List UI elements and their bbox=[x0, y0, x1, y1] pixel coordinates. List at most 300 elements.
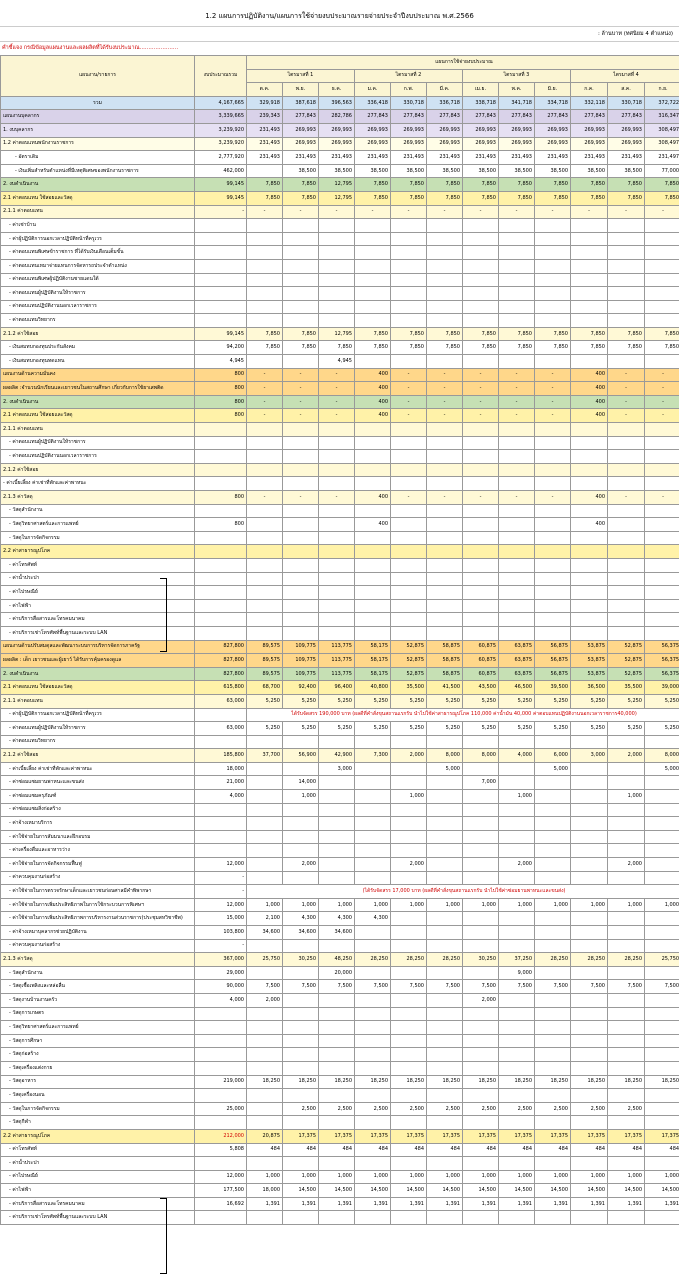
month-cell bbox=[391, 871, 427, 885]
month-cell bbox=[571, 830, 608, 844]
month-cell bbox=[427, 599, 463, 613]
budget-cell bbox=[195, 1157, 247, 1171]
month-cell bbox=[645, 504, 679, 518]
month-cell bbox=[499, 1211, 535, 1225]
month-cell: - bbox=[499, 491, 535, 505]
month-cell bbox=[499, 735, 535, 749]
month-cell: 1,000 bbox=[391, 898, 427, 912]
table-row bbox=[1, 409, 679, 423]
budget-cell bbox=[195, 708, 247, 722]
month-cell bbox=[499, 599, 535, 613]
month-cell: 12,795 bbox=[319, 178, 355, 192]
month-cell bbox=[535, 939, 571, 953]
month-cell bbox=[355, 436, 391, 450]
month-cell: 484 bbox=[283, 1143, 319, 1157]
month-cell bbox=[391, 463, 427, 477]
row-label: - ค่าไฟฟ้า bbox=[1, 1184, 195, 1198]
month-cell bbox=[571, 232, 608, 246]
month-cell: 330,718 bbox=[608, 96, 645, 110]
month-cell bbox=[645, 844, 679, 858]
budget-cell: 212,000 bbox=[195, 1129, 247, 1143]
table-row bbox=[1, 708, 679, 722]
month-cell: 7,500 bbox=[463, 980, 499, 994]
month-cell bbox=[355, 1116, 391, 1130]
month-cell: 7,500 bbox=[391, 980, 427, 994]
month-cell: 14,500 bbox=[283, 1184, 319, 1198]
month-cell: 2,000 bbox=[463, 993, 499, 1007]
month-cell bbox=[247, 790, 283, 804]
month-cell bbox=[247, 259, 283, 273]
month-cell: 400 bbox=[571, 382, 608, 396]
row-label: 2.1.2 ค่าใช้สอย bbox=[1, 463, 195, 477]
month-cell: 14,500 bbox=[608, 1184, 645, 1198]
month-cell bbox=[499, 1034, 535, 1048]
month-cell bbox=[463, 817, 499, 831]
month-cell: 18,250 bbox=[571, 1075, 608, 1089]
month-cell bbox=[247, 232, 283, 246]
month-cell: - bbox=[319, 491, 355, 505]
month-cell bbox=[319, 314, 355, 328]
month-cell: - bbox=[247, 368, 283, 382]
month-cell bbox=[319, 219, 355, 233]
month-cell: - bbox=[645, 409, 679, 423]
table-row bbox=[1, 151, 679, 165]
month-cell bbox=[463, 735, 499, 749]
month-cell bbox=[608, 259, 645, 273]
row-label: - ค่าไปรษณีย์ bbox=[1, 586, 195, 600]
month-cell: - bbox=[319, 382, 355, 396]
month-cell: 5,250 bbox=[391, 694, 427, 708]
month-cell: 5,250 bbox=[463, 694, 499, 708]
budget-cell: 3,339,665 bbox=[195, 110, 247, 124]
month-cell bbox=[319, 817, 355, 831]
month-cell: 400 bbox=[355, 382, 391, 396]
month-cell bbox=[535, 599, 571, 613]
budget-cell: 63,000 bbox=[195, 722, 247, 736]
month-cell bbox=[499, 518, 535, 532]
month-cell: 14,500 bbox=[391, 1184, 427, 1198]
month-cell bbox=[535, 803, 571, 817]
month-cell: - bbox=[645, 491, 679, 505]
row-label: - เงินสมทบกองทุนประกันสังคม bbox=[1, 341, 195, 355]
month-cell bbox=[499, 844, 535, 858]
budget-cell: 185,800 bbox=[195, 749, 247, 763]
month-cell: 1,000 bbox=[499, 790, 535, 804]
month-cell bbox=[391, 246, 427, 260]
table-row bbox=[1, 722, 679, 736]
month-cell: - bbox=[571, 205, 608, 219]
month-cell: 1,000 bbox=[463, 1170, 499, 1184]
month-cell bbox=[247, 830, 283, 844]
header-group: แผนการใช้จ่ายงบประมาณ bbox=[247, 56, 679, 70]
month-cell bbox=[535, 355, 571, 369]
table-row bbox=[1, 572, 679, 586]
budget-cell bbox=[195, 423, 247, 437]
month-cell: 113,775 bbox=[319, 667, 355, 681]
header-plan: แผนงาน/รายการ bbox=[1, 56, 195, 97]
month-cell: 2,500 bbox=[391, 1102, 427, 1116]
month-cell bbox=[608, 355, 645, 369]
month-cell: 28,250 bbox=[535, 953, 571, 967]
month-cell: 2,500 bbox=[463, 1102, 499, 1116]
month-cell: 56,875 bbox=[535, 654, 571, 668]
month-cell bbox=[499, 1061, 535, 1075]
month-cell bbox=[499, 545, 535, 559]
month-cell bbox=[247, 287, 283, 301]
month-cell bbox=[319, 1211, 355, 1225]
row-label: - ค่าบริการเช่าโทรศัพท์พื้นฐานและระบบ LAN bbox=[1, 626, 195, 640]
month-cell: - bbox=[391, 382, 427, 396]
month-cell bbox=[427, 1021, 463, 1035]
month-cell: - bbox=[427, 382, 463, 396]
month-cell: 372,722 bbox=[645, 96, 679, 110]
month-cell bbox=[645, 463, 679, 477]
month-cell bbox=[499, 939, 535, 953]
table-row bbox=[1, 491, 679, 505]
month-cell bbox=[283, 993, 319, 1007]
month-cell: 1,391 bbox=[499, 1197, 535, 1211]
table-row bbox=[1, 654, 679, 668]
month-cell bbox=[535, 586, 571, 600]
month-cell bbox=[463, 531, 499, 545]
month-cell: 231,493 bbox=[355, 151, 391, 165]
row-label: - ค่าตอบแทนวิทยากร bbox=[1, 735, 195, 749]
month-cell bbox=[463, 314, 499, 328]
month-cell bbox=[571, 735, 608, 749]
month-cell bbox=[571, 531, 608, 545]
table-row bbox=[1, 341, 679, 355]
month-cell bbox=[427, 776, 463, 790]
month-cell bbox=[645, 259, 679, 273]
row-label: 2.1.1 ค่าตอบแทน bbox=[1, 423, 195, 437]
table-row bbox=[1, 953, 679, 967]
month-cell: 277,843 bbox=[608, 110, 645, 124]
month-cell bbox=[645, 599, 679, 613]
month-cell bbox=[283, 626, 319, 640]
table-row bbox=[1, 164, 679, 178]
row-label: 2.1 ค่าตอบแทน ใช้สอยและวัสดุ bbox=[1, 191, 195, 205]
month-cell: - bbox=[608, 491, 645, 505]
table-row bbox=[1, 735, 679, 749]
month-cell bbox=[355, 273, 391, 287]
month-cell: 269,993 bbox=[499, 137, 535, 151]
month-cell: 53,875 bbox=[571, 667, 608, 681]
month-cell bbox=[391, 450, 427, 464]
month-cell bbox=[608, 817, 645, 831]
table-row bbox=[1, 1211, 679, 1225]
month-cell bbox=[463, 504, 499, 518]
month-cell bbox=[535, 219, 571, 233]
month-cell bbox=[283, 1048, 319, 1062]
month-cell: 231,493 bbox=[319, 151, 355, 165]
month-cell: 53,875 bbox=[571, 654, 608, 668]
month-cell: 400 bbox=[571, 409, 608, 423]
month-cell bbox=[571, 1061, 608, 1075]
month-cell bbox=[319, 939, 355, 953]
row-label: 2. งบดำเนินงาน bbox=[1, 395, 195, 409]
month-cell bbox=[645, 735, 679, 749]
month-cell bbox=[499, 926, 535, 940]
month-cell bbox=[319, 436, 355, 450]
month-cell bbox=[247, 164, 283, 178]
table-row bbox=[1, 1048, 679, 1062]
month-cell bbox=[571, 599, 608, 613]
month-cell bbox=[319, 572, 355, 586]
month-cell: - bbox=[535, 409, 571, 423]
month-cell bbox=[535, 871, 571, 885]
month-cell bbox=[391, 1116, 427, 1130]
month-cell bbox=[355, 926, 391, 940]
month-cell bbox=[355, 1021, 391, 1035]
month-cell: 25,750 bbox=[247, 953, 283, 967]
month-cell bbox=[571, 993, 608, 1007]
month-cell bbox=[355, 1089, 391, 1103]
month-cell bbox=[608, 844, 645, 858]
month-cell: 7,850 bbox=[608, 327, 645, 341]
table-row bbox=[1, 1184, 679, 1198]
month-cell: - bbox=[427, 395, 463, 409]
budget-cell: 4,000 bbox=[195, 790, 247, 804]
month-cell bbox=[391, 1007, 427, 1021]
month-cell bbox=[463, 1211, 499, 1225]
month-cell: 269,993 bbox=[355, 137, 391, 151]
month-cell: - bbox=[535, 205, 571, 219]
month-cell: - bbox=[283, 368, 319, 382]
month-cell: 56,375 bbox=[645, 640, 679, 654]
month-cell bbox=[463, 259, 499, 273]
month-cell: 484 bbox=[535, 1143, 571, 1157]
month-cell: 231,493 bbox=[247, 137, 283, 151]
month-cell bbox=[463, 300, 499, 314]
month-cell bbox=[645, 572, 679, 586]
month-cell: 5,250 bbox=[319, 694, 355, 708]
month-cell: 1,000 bbox=[427, 1170, 463, 1184]
month-cell: 38,500 bbox=[427, 164, 463, 178]
month-cell bbox=[355, 287, 391, 301]
month-cell bbox=[355, 572, 391, 586]
month-cell bbox=[247, 1089, 283, 1103]
month-cell bbox=[535, 1048, 571, 1062]
month-cell bbox=[355, 1061, 391, 1075]
month-cell bbox=[608, 219, 645, 233]
month-cell bbox=[391, 314, 427, 328]
month-cell: 1,000 bbox=[319, 1170, 355, 1184]
row-label: - เงินเพิ่มสำหรับตำแหน่งที่มีเหตุพิเศษของพนักงานราชการ bbox=[1, 164, 195, 178]
month-cell: 36,500 bbox=[571, 681, 608, 695]
month-cell bbox=[427, 287, 463, 301]
month-cell: 38,500 bbox=[355, 164, 391, 178]
month-cell bbox=[283, 830, 319, 844]
row-label: 2.1.1 ค่าตอบแทน bbox=[1, 694, 195, 708]
month-cell bbox=[535, 626, 571, 640]
month-cell bbox=[535, 1021, 571, 1035]
month-cell: 484 bbox=[645, 1143, 679, 1157]
month-cell bbox=[499, 803, 535, 817]
month-cell: 30,250 bbox=[463, 953, 499, 967]
month-cell bbox=[247, 504, 283, 518]
month-cell: 7,850 bbox=[283, 191, 319, 205]
month-cell: 231,493 bbox=[247, 151, 283, 165]
month-cell bbox=[391, 423, 427, 437]
month-cell bbox=[427, 463, 463, 477]
month-cell: 63,875 bbox=[499, 654, 535, 668]
month-cell bbox=[427, 1061, 463, 1075]
month-cell bbox=[247, 273, 283, 287]
month-cell bbox=[355, 776, 391, 790]
table-row bbox=[1, 531, 679, 545]
month-cell bbox=[391, 273, 427, 287]
month-cell: 400 bbox=[571, 491, 608, 505]
month-cell: 52,875 bbox=[391, 667, 427, 681]
table-row bbox=[1, 681, 679, 695]
month-cell: 7,850 bbox=[499, 178, 535, 192]
month-cell: 7,850 bbox=[463, 191, 499, 205]
month-cell bbox=[355, 1034, 391, 1048]
month-cell: 18,250 bbox=[391, 1075, 427, 1089]
month-cell bbox=[645, 273, 679, 287]
month-cell bbox=[283, 463, 319, 477]
month-cell: - bbox=[247, 205, 283, 219]
month-cell bbox=[319, 586, 355, 600]
month-cell: 3,000 bbox=[571, 749, 608, 763]
month-cell: 17,375 bbox=[571, 1129, 608, 1143]
month-cell: 1,000 bbox=[571, 1170, 608, 1184]
month-cell: 316,347 bbox=[645, 110, 679, 124]
month-cell: 6,000 bbox=[535, 749, 571, 763]
budget-cell: 21,000 bbox=[195, 776, 247, 790]
month-cell: 7,850 bbox=[499, 327, 535, 341]
month-cell: 89,575 bbox=[247, 667, 283, 681]
row-label: - ค่าน้ำประปา bbox=[1, 1157, 195, 1171]
month-cell bbox=[427, 926, 463, 940]
budget-cell: 63,000 bbox=[195, 694, 247, 708]
month-cell bbox=[247, 586, 283, 600]
table-row bbox=[1, 980, 679, 994]
month-cell bbox=[391, 1211, 427, 1225]
month-cell: 5,000 bbox=[427, 762, 463, 776]
row-label: - ค่าใช้จ่ายในการเพิ่มประสิทธิภาพในการใช้กระบวนการพิเศษฯ bbox=[1, 898, 195, 912]
month-cell: 7,850 bbox=[283, 178, 319, 192]
month-cell: 52,875 bbox=[608, 640, 645, 654]
month-cell bbox=[571, 219, 608, 233]
table-body bbox=[1, 96, 679, 1224]
month-cell: 5,000 bbox=[645, 762, 679, 776]
month-cell bbox=[535, 1089, 571, 1103]
table-row bbox=[1, 518, 679, 532]
row-label: - วัสดุวิทยาศาสตร์และการแพทย์ bbox=[1, 1021, 195, 1035]
month-cell bbox=[319, 803, 355, 817]
month-cell: 5,250 bbox=[499, 694, 535, 708]
month-cell: 7,850 bbox=[535, 178, 571, 192]
month-cell: 25,750 bbox=[645, 953, 679, 967]
month-cell bbox=[535, 844, 571, 858]
month-cell: 7,850 bbox=[283, 327, 319, 341]
month-cell: 1,391 bbox=[319, 1197, 355, 1211]
month-cell bbox=[319, 558, 355, 572]
month-cell bbox=[535, 545, 571, 559]
month-cell bbox=[391, 817, 427, 831]
month-cell bbox=[645, 830, 679, 844]
month-cell bbox=[283, 232, 319, 246]
month-cell bbox=[499, 1157, 535, 1171]
row-label: - ค่าซ่อมแซมยานพาหนะและขนส่ง bbox=[1, 776, 195, 790]
month-cell bbox=[283, 762, 319, 776]
row-label: แผนงานบุคลากร bbox=[1, 110, 195, 124]
month-cell: 5,250 bbox=[283, 694, 319, 708]
month-cell bbox=[571, 355, 608, 369]
month-cell: - bbox=[283, 395, 319, 409]
header-month: ก.ค. bbox=[571, 83, 608, 97]
budget-cell bbox=[195, 273, 247, 287]
month-cell: 1,000 bbox=[283, 790, 319, 804]
month-cell bbox=[463, 586, 499, 600]
month-cell bbox=[571, 1034, 608, 1048]
month-cell: 7,850 bbox=[355, 191, 391, 205]
month-cell bbox=[463, 246, 499, 260]
month-cell: 7,500 bbox=[319, 980, 355, 994]
month-cell: 7,850 bbox=[463, 178, 499, 192]
month-cell bbox=[319, 993, 355, 1007]
month-cell bbox=[391, 830, 427, 844]
row-label: รวม bbox=[1, 96, 195, 110]
budget-cell bbox=[195, 586, 247, 600]
month-cell bbox=[608, 300, 645, 314]
month-cell: 7,850 bbox=[571, 341, 608, 355]
month-cell bbox=[571, 1157, 608, 1171]
month-cell: 338,718 bbox=[463, 96, 499, 110]
month-cell: 1,000 bbox=[499, 1170, 535, 1184]
month-cell bbox=[355, 558, 391, 572]
budget-cell bbox=[195, 300, 247, 314]
month-cell: 5,250 bbox=[571, 694, 608, 708]
row-label: 2.2 ค่าสาธารณูปโภค bbox=[1, 1129, 195, 1143]
month-cell: 7,500 bbox=[571, 980, 608, 994]
month-cell: 400 bbox=[355, 395, 391, 409]
month-cell bbox=[463, 1061, 499, 1075]
month-cell: 42,900 bbox=[319, 749, 355, 763]
month-cell bbox=[355, 463, 391, 477]
month-cell bbox=[463, 219, 499, 233]
budget-cell bbox=[195, 735, 247, 749]
month-cell bbox=[571, 545, 608, 559]
month-cell: 38,500 bbox=[571, 164, 608, 178]
month-cell bbox=[535, 966, 571, 980]
month-cell: 277,843 bbox=[499, 110, 535, 124]
row-note: (ได้รับจัดสรร 17,000 บาท (ผลดีที่คำสั่งขุนสถานแรกรับ นำไปใช้ค่าซ่อมยานพาหนะและขนส่ง) bbox=[247, 885, 679, 899]
month-cell: 269,993 bbox=[463, 137, 499, 151]
month-cell bbox=[608, 993, 645, 1007]
month-cell: 484 bbox=[427, 1143, 463, 1157]
month-cell bbox=[463, 626, 499, 640]
month-cell: 18,250 bbox=[319, 1075, 355, 1089]
month-cell bbox=[247, 858, 283, 872]
month-cell bbox=[427, 300, 463, 314]
month-cell bbox=[319, 1007, 355, 1021]
month-cell: 77,000 bbox=[645, 164, 679, 178]
month-cell bbox=[499, 613, 535, 627]
month-cell: 329,918 bbox=[247, 96, 283, 110]
budget-cell: 827,800 bbox=[195, 654, 247, 668]
month-cell: - bbox=[247, 491, 283, 505]
month-cell: 7,850 bbox=[645, 327, 679, 341]
table-row bbox=[1, 885, 679, 899]
row-label: - ค่าจ้างเหมาบริการ bbox=[1, 817, 195, 831]
budget-table bbox=[0, 55, 679, 1225]
month-cell bbox=[355, 1211, 391, 1225]
month-cell: 38,500 bbox=[319, 164, 355, 178]
month-cell: 38,500 bbox=[283, 164, 319, 178]
month-cell bbox=[391, 287, 427, 301]
